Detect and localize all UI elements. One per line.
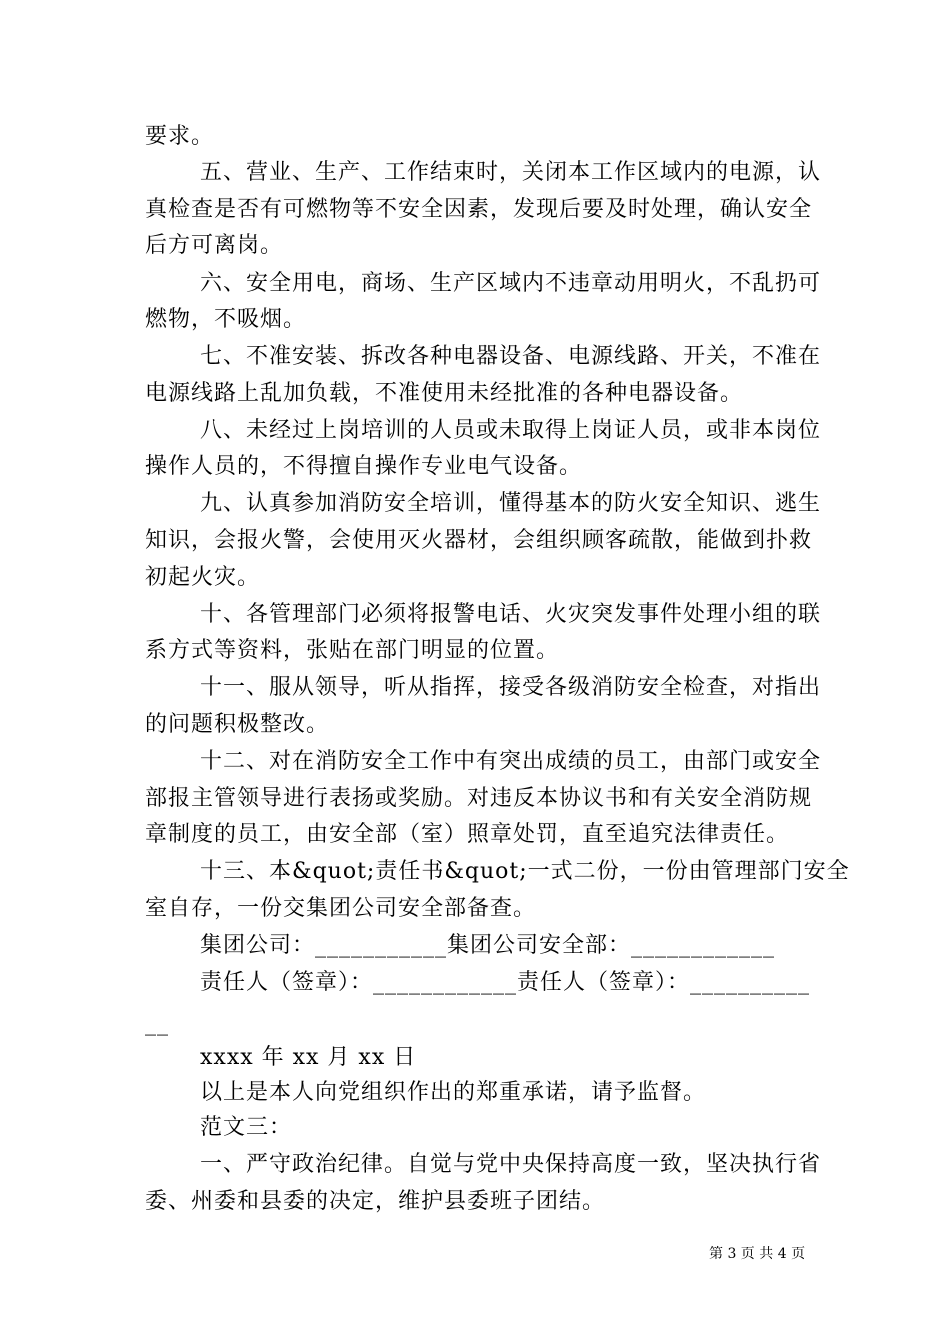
text-line: 八、未经过上岗培训的人员或未取得上岗证人员，或非本岗位 <box>200 418 822 443</box>
text-line: 五、营业、生产、工作结束时，关闭本工作区域内的电源，认 <box>200 160 822 185</box>
text-line: 要求。 <box>145 124 215 149</box>
text-line: 章制度的员工，由安全部（室）照章处罚，直至追究法律责任。 <box>145 822 790 847</box>
text-line: 操作人员的，不得擅自操作专业电气设备。 <box>145 454 583 479</box>
text-line: __ <box>145 1011 169 1036</box>
text-line: 初起火灾。 <box>145 565 261 590</box>
text-line: 知识，会报火警，会使用灭火器材，会组织顾客疏散，能做到扑救 <box>145 528 813 553</box>
text-line: 燃物，不吸烟。 <box>145 307 307 332</box>
text-line: 九、认真参加消防安全培训，懂得基本的防火安全知识、逃生 <box>200 491 822 516</box>
text-line: 室自存，一份交集团公司安全部备查。 <box>145 896 537 921</box>
signature-line-responsible: 责任人（签章）：____________责任人（签章）：__________ <box>200 970 811 995</box>
text-line: 六、安全用电，商场、生产区域内不违章动用明火，不乱扔可 <box>200 271 822 296</box>
text-line: 一、严守政治纪律。自觉与党中央保持高度一致，坚决执行省 <box>200 1152 822 1177</box>
text-line: 十三、本&quot;责任书&quot;一式二份，一份由管理部门安全 <box>200 859 850 884</box>
text-line: 后方可离岗。 <box>145 233 284 258</box>
text-line: 十、各管理部门必须将报警电话、火灾突发事件处理小组的联 <box>200 602 822 627</box>
text-line: 系方式等资料，张贴在部门明显的位置。 <box>145 638 560 663</box>
signature-line-company: 集团公司：___________集团公司安全部：____________ <box>200 933 776 958</box>
text-line: 以上是本人向党组织作出的郑重承诺，请予监督。 <box>200 1080 707 1105</box>
text-line: 电源线路上乱加负载，不准使用未经批准的各种电器设备。 <box>145 381 744 406</box>
text-line: 真检查是否有可燃物等不安全因素，发现后要及时处理，确认安全 <box>145 197 813 222</box>
text-line: 部报主管领导进行表扬或奖励。对违反本协议书和有关安全消防规 <box>145 786 813 811</box>
text-line: 十二、对在消防安全工作中有突出成绩的员工，由部门或安全 <box>200 749 822 774</box>
text-line: 七、不准安装、拆改各种电器设备、电源线路、开关，不准在 <box>200 344 822 369</box>
text-line: 十一、服从领导，听从指挥，接受各级消防安全检查，对指出 <box>200 675 822 700</box>
text-line: 的问题积极整改。 <box>145 712 330 737</box>
text-line: 委、州委和县委的决定，维护县委班子团结。 <box>145 1189 606 1214</box>
page-number: 第 3 页 共 4 页 <box>709 1246 806 1262</box>
section-heading: 范文三： <box>200 1115 293 1140</box>
date-line: xxxx 年 xx 月 xx 日 <box>200 1045 417 1070</box>
